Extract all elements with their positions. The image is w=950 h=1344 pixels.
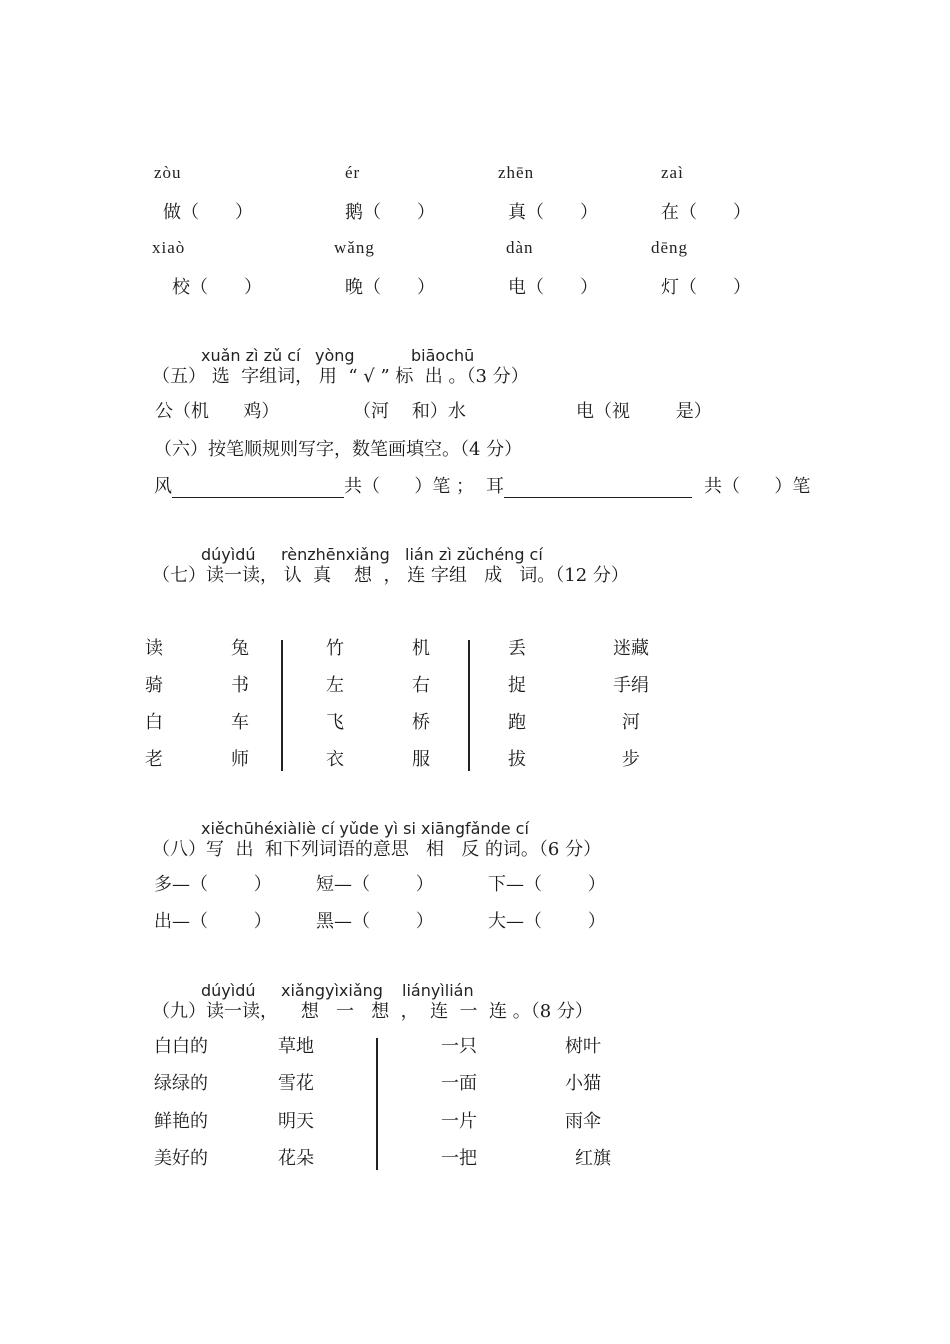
- match-char: 飞: [326, 712, 344, 733]
- match-word: 一面: [441, 1073, 477, 1094]
- match-char: 车: [231, 712, 249, 733]
- match-char: 右: [412, 675, 430, 696]
- match-word: 红旗: [575, 1148, 611, 1169]
- antonym-blank: 多—（ ）: [154, 874, 272, 895]
- char-blank: 鹅（ ）: [345, 202, 435, 223]
- match-char: 老: [145, 749, 163, 770]
- section-title: （六）按笔顺规则写字，数笔画填空。（4 分）: [154, 439, 523, 460]
- pinyin-annotation: xiǎngyìxiǎng: [281, 981, 383, 1000]
- word-option: 公（机 鸡）: [155, 401, 280, 422]
- match-char: 丢: [508, 638, 526, 659]
- match-char: 桥: [412, 712, 430, 733]
- section-title: （五） 选 字组词， 用 “ √ ” 标 出 。（3 分）: [152, 366, 529, 387]
- match-char: 衣: [326, 749, 344, 770]
- section-title: （八）写 出 和下列词语的意思 相 反 的词。（6 分）: [152, 839, 602, 860]
- char-blank: 晚（ ）: [345, 277, 435, 298]
- divider-line: [281, 640, 283, 771]
- pinyin-annotation: dúyìdú: [201, 545, 256, 564]
- match-char: 书: [231, 675, 249, 696]
- pinyin-annotation: rènzhēnxiǎng: [281, 545, 390, 564]
- match-word: 手绢: [613, 675, 649, 696]
- match-word: 雨伞: [565, 1111, 601, 1132]
- match-word: 小猫: [565, 1073, 601, 1094]
- writing-line[interactable]: [504, 477, 692, 498]
- match-char: 师: [231, 749, 249, 770]
- char-blank: 真（ ）: [508, 202, 598, 223]
- section-title: （九）读一读， 想 一 想 ， 连 一 连 。（8 分）: [152, 1001, 593, 1022]
- match-char: 白: [145, 712, 163, 733]
- match-word: 美好的: [154, 1148, 208, 1169]
- pinyin-annotation: liányìlián: [402, 981, 474, 1000]
- char-blank: 校（ ）: [172, 277, 262, 298]
- match-word: 绿绿的: [154, 1073, 208, 1094]
- character: 风: [154, 476, 172, 497]
- pinyin-annotation: dúyìdú: [201, 981, 256, 1000]
- pinyin-annotation: xuǎn zì zǔ cí: [201, 346, 301, 365]
- pinyin: zhēn: [498, 163, 535, 182]
- match-char: 服: [412, 749, 430, 770]
- match-word: 一只: [441, 1036, 477, 1057]
- stroke-count-blank: 共（ ）笔: [704, 476, 811, 497]
- pinyin: zòu: [154, 163, 182, 182]
- divider-line: [468, 640, 470, 771]
- character: 耳: [486, 476, 504, 497]
- match-word: 花朵: [278, 1148, 314, 1169]
- match-word: 明天: [278, 1111, 314, 1132]
- antonym-blank: 短—（ ）: [316, 874, 434, 895]
- stroke-count-blank: 共（ ）笔 ；: [344, 476, 475, 497]
- pinyin-annotation: xiěchūhéxiàliè cí yǔde yì si xiāngfǎnde cí: [201, 819, 529, 838]
- match-word: 迷藏: [613, 638, 649, 659]
- match-word: 白白的: [154, 1036, 208, 1057]
- match-char: 跑: [508, 712, 526, 733]
- match-char: 左: [326, 675, 344, 696]
- antonym-blank: 大—（ ）: [488, 911, 606, 932]
- word-option: （河 和）水: [353, 401, 466, 422]
- pinyin-annotation: biāochū: [411, 346, 475, 365]
- match-word: 草地: [278, 1036, 314, 1057]
- match-char: 捉: [508, 675, 526, 696]
- stroke-question: [154, 472, 474, 498]
- match-char: 骑: [145, 675, 163, 696]
- match-char: 兔: [231, 638, 249, 659]
- match-word: 一片: [441, 1111, 477, 1132]
- pinyin: wǎng: [334, 238, 375, 257]
- antonym-blank: 黑—（ ）: [316, 911, 434, 932]
- writing-line[interactable]: [172, 477, 344, 498]
- stroke-question: [486, 472, 810, 498]
- pinyin: dēng: [651, 238, 689, 257]
- char-blank: 在（ ）: [661, 202, 751, 223]
- match-char: 拔: [508, 749, 526, 770]
- divider-line: [376, 1038, 378, 1170]
- match-char: 机: [412, 638, 430, 659]
- pinyin-annotation: yòng: [315, 346, 355, 365]
- antonym-blank: 下—（ ）: [488, 874, 606, 895]
- pinyin-annotation: lián zì zǔchéng cí: [405, 545, 543, 564]
- match-word: 雪花: [278, 1073, 314, 1094]
- char-blank: 灯（ ）: [661, 277, 751, 298]
- match-char: 读: [145, 638, 163, 659]
- match-word: 一把: [441, 1148, 477, 1169]
- char-blank: 电（ ）: [508, 277, 598, 298]
- match-word: 步: [622, 749, 640, 770]
- match-word: 鲜艳的: [154, 1111, 208, 1132]
- match-word: 树叶: [565, 1036, 601, 1057]
- word-option: 电（视 是）: [576, 401, 712, 422]
- pinyin: xiaò: [152, 238, 186, 257]
- char-blank: 做（ ）: [163, 202, 253, 223]
- antonym-blank: 出—（ ）: [154, 911, 272, 932]
- match-word: 河: [622, 712, 640, 733]
- section-title: （七）读一读， 认 真 想 ， 连 字组 成 词。（12 分）: [152, 565, 629, 586]
- pinyin: zaì: [661, 163, 684, 182]
- pinyin: dàn: [506, 238, 534, 257]
- match-char: 竹: [326, 638, 344, 659]
- pinyin: ér: [345, 163, 361, 182]
